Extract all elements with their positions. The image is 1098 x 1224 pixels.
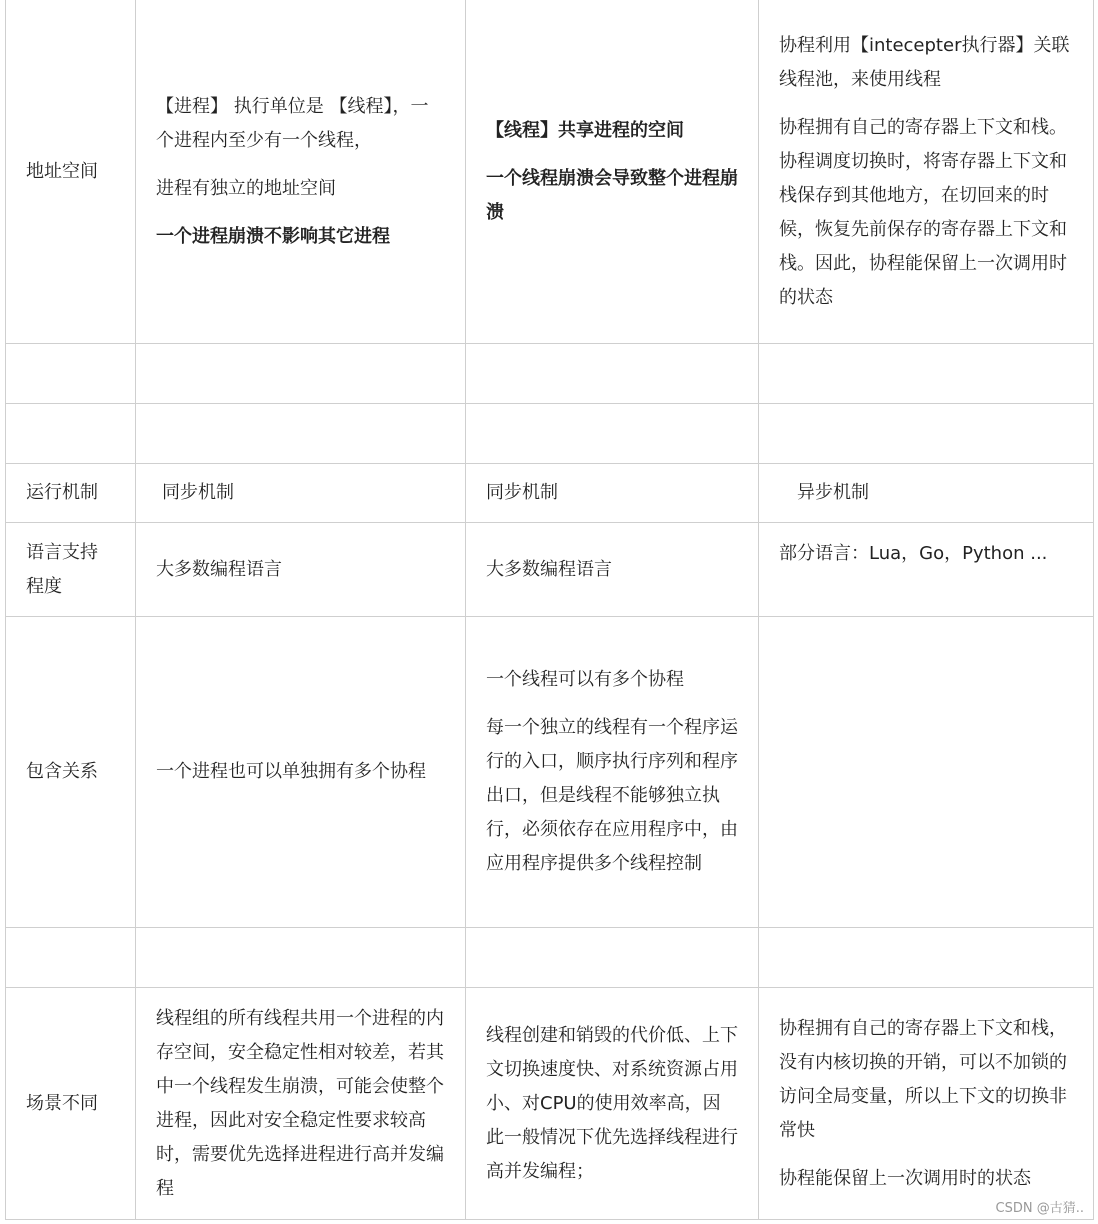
cell-text: 一个线程可以有多个协程 (486, 669, 684, 690)
coroutine-cell: 异步机制 (759, 464, 1094, 523)
coroutine-cell (759, 617, 1094, 928)
cell-text: 每一个独立的线程有一个程序运行的入口，顺序执行序列和程序出口，但是线程不能够独立执行，必须依存在应用程序中，由应用程序提供多个线程控制 (486, 717, 738, 874)
cell-text: 协程拥有自己的寄存器上下文和栈，没有内核切换的开销，可以不加锁的访问全局变量，所以上下文的切换非常快 (779, 1017, 1067, 1141)
process-cell: 线程组的所有线程共用一个进程的内存空间，安全稳定性相对较差，若其中一个线程发生崩溃，可能会使整个进程，因此对安全稳定性要求较高时，需要优先选择进程进行高并发编程 (136, 988, 466, 1220)
empty-row (6, 928, 1094, 988)
cell-text: 【进程】 执行单位是 【线程】，一个进程内至少有一个线程， (156, 95, 429, 151)
cell-text: 协程能保留上一次调用时的状态 (779, 1167, 1031, 1189)
table-row (6, 617, 1094, 928)
cell-text: 协程利用【intecepter执行器】关联线程池，来使用线程 (779, 34, 1070, 90)
process-cell (136, 0, 466, 344)
table-row (6, 523, 1094, 617)
empty-row (6, 344, 1094, 404)
coroutine-cell (759, 988, 1094, 1220)
thread-cell: 同步机制 (466, 464, 759, 523)
thread-cell: 大多数编程语言 (466, 523, 759, 617)
process-cell: 大多数编程语言 (136, 523, 466, 617)
row-header: 运行机制 (6, 464, 136, 523)
thread-cell: 线程创建和销毁的代价低、上下文切换速度快、对系统资源占用小、对CPU的使用效率高，因此一般情况下优先选择线程进行高并发编程； (466, 988, 759, 1220)
thread-cell (466, 617, 759, 928)
thread-cell (466, 0, 759, 344)
comparison-table (5, 0, 1094, 1220)
table-row (6, 464, 1094, 523)
watermark: CSDN @古猜.. (995, 1201, 1084, 1216)
process-cell: 一个进程也可以单独拥有多个协程 (136, 617, 466, 928)
cell-text: 一个线程崩溃会导致整个进程崩溃 (486, 167, 738, 223)
row-header: 语言支持程度 (6, 523, 136, 617)
cell-text: 一个进程崩溃不影响其它进程 (156, 225, 390, 247)
table-row (6, 988, 1094, 1220)
cell-text: 【线程】共享进程的空间 (486, 119, 684, 141)
table-row (6, 0, 1094, 344)
cell-text: 进程有独立的地址空间 (156, 177, 336, 199)
row-header: 地址空间 (6, 0, 136, 344)
row-header: 场景不同 (6, 988, 136, 1220)
cell-text: 协程拥有自己的寄存器上下文和栈。协程调度切换时，将寄存器上下文和栈保存到其他地方，在切回来的时候，恢复先前保存的寄存器上下文和栈。因此，协程能保留上一次调用时的状态 (779, 116, 1067, 308)
empty-row (6, 404, 1094, 464)
row-header: 包含关系 (6, 617, 136, 928)
coroutine-cell: 部分语言：Lua，Go，Python ... (759, 523, 1094, 617)
coroutine-cell (759, 0, 1094, 344)
process-cell: 同步机制 (136, 464, 466, 523)
